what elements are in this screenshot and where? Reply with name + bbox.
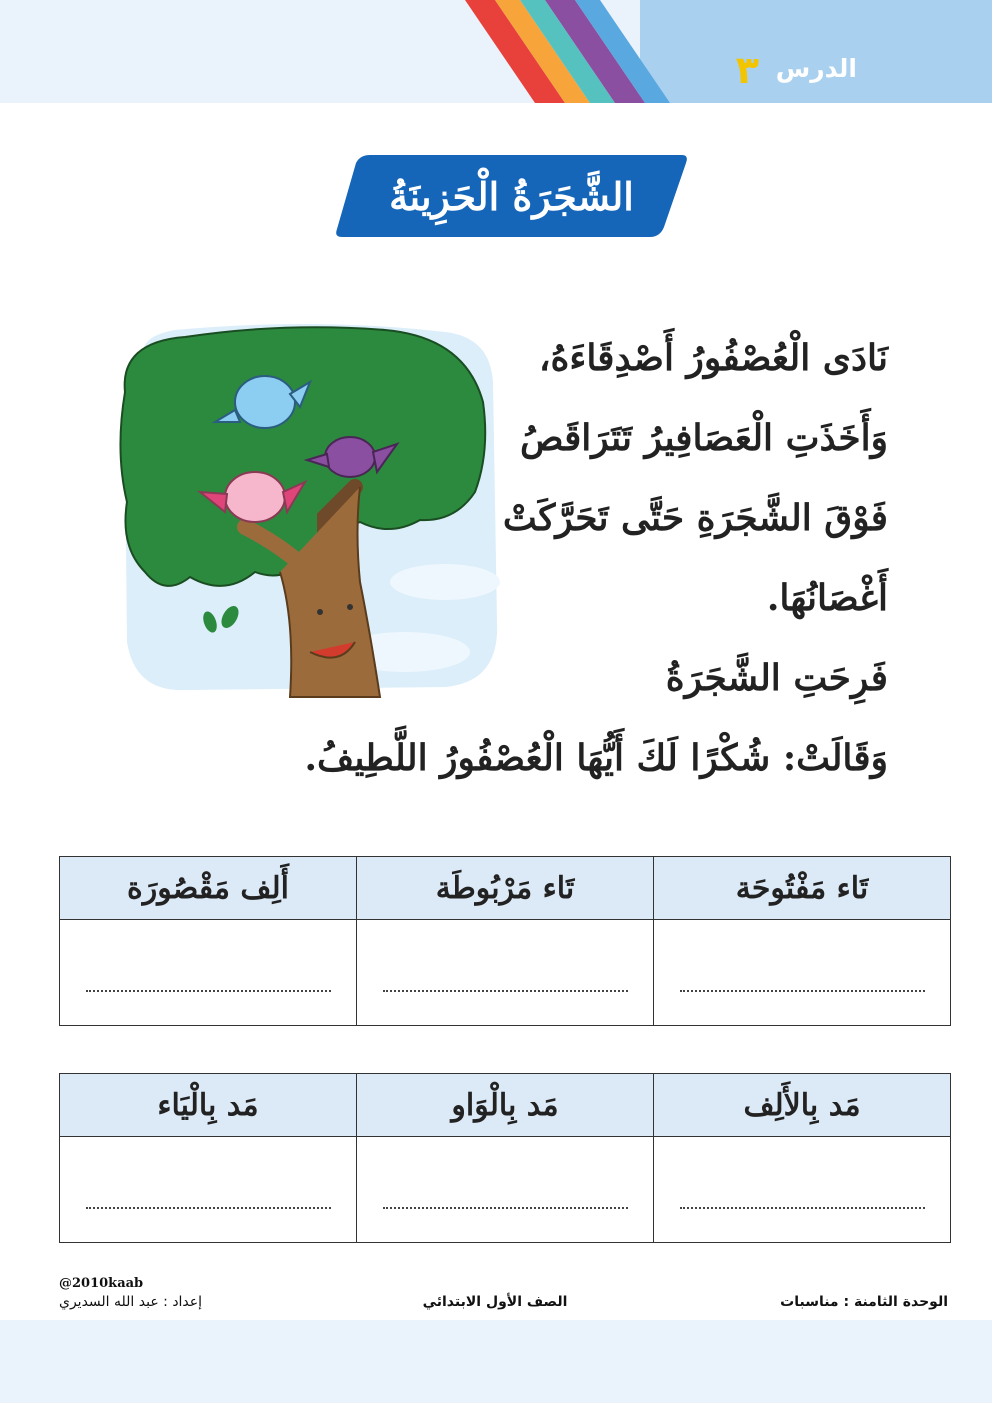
story-text (300, 318, 888, 798)
answer-dotted-line (383, 1207, 628, 1209)
table-header-cell: مَد بِالْيَاء (60, 1074, 357, 1137)
lesson-number: ٣ (735, 48, 759, 92)
exercise-table-madd (59, 1073, 951, 1243)
answer-cell[interactable] (654, 1137, 951, 1243)
story-line: نَادَى الْعُصْفُورُ أَصْدِقَاءَهُ، (538, 337, 888, 379)
lesson-label-text: الدرس (775, 54, 857, 83)
story-line: فَرِحَتِ الشَّجَرَةُ (665, 657, 888, 699)
answer-cell[interactable] (357, 1137, 654, 1243)
table-header-cell: تَاء مَفْتُوحَة (654, 857, 951, 920)
lesson-label (736, 48, 857, 92)
answer-dotted-line (86, 1207, 331, 1209)
page-title: الشَّجَرَةُ الْحَزِينَةُ (389, 173, 634, 219)
answer-dotted-line (383, 990, 628, 992)
table-header-cell: مَد بِالْوَاو (357, 1074, 654, 1137)
exercise-table-taa-alif (59, 856, 951, 1026)
footer-unit: الوحدة الثامنة : مناسبات (780, 1294, 948, 1310)
story-line: وَأَخَذَتِ الْعَصَافِيرُ تَتَرَاقَصُ (519, 417, 888, 459)
footer-grade: الصف الأول الابتدائي (422, 1294, 568, 1310)
answer-cell[interactable] (654, 920, 951, 1026)
answer-dotted-line (680, 1207, 925, 1209)
table-header-cell: أَلِف مَقْصُورَة (60, 857, 357, 920)
answer-cell[interactable] (357, 920, 654, 1026)
story-line: فَوْقَ الشَّجَرَةِ حَتَّى تَحَرَّكَتْ (502, 497, 888, 539)
footer-author: إعداد : عبد الله السديري (59, 1294, 203, 1310)
table-header-cell: مَد بِالأَلِف (654, 1074, 951, 1137)
footer-band (0, 1320, 992, 1403)
story-line: وَقَالَتْ: شُكْرًا لَكَ أَيُّهَا الْعُصْفُورُ اللَّطِيفُ. (304, 737, 888, 779)
answer-cell[interactable] (60, 920, 357, 1026)
answer-cell[interactable] (60, 1137, 357, 1243)
answer-dotted-line (86, 990, 331, 992)
story-line: أَغْصَانُهَا. (766, 577, 888, 619)
table-header-cell: تَاء مَرْبُوطَة (357, 857, 654, 920)
answer-dotted-line (680, 990, 925, 992)
footer-handle: @2010kaab (59, 1276, 144, 1291)
